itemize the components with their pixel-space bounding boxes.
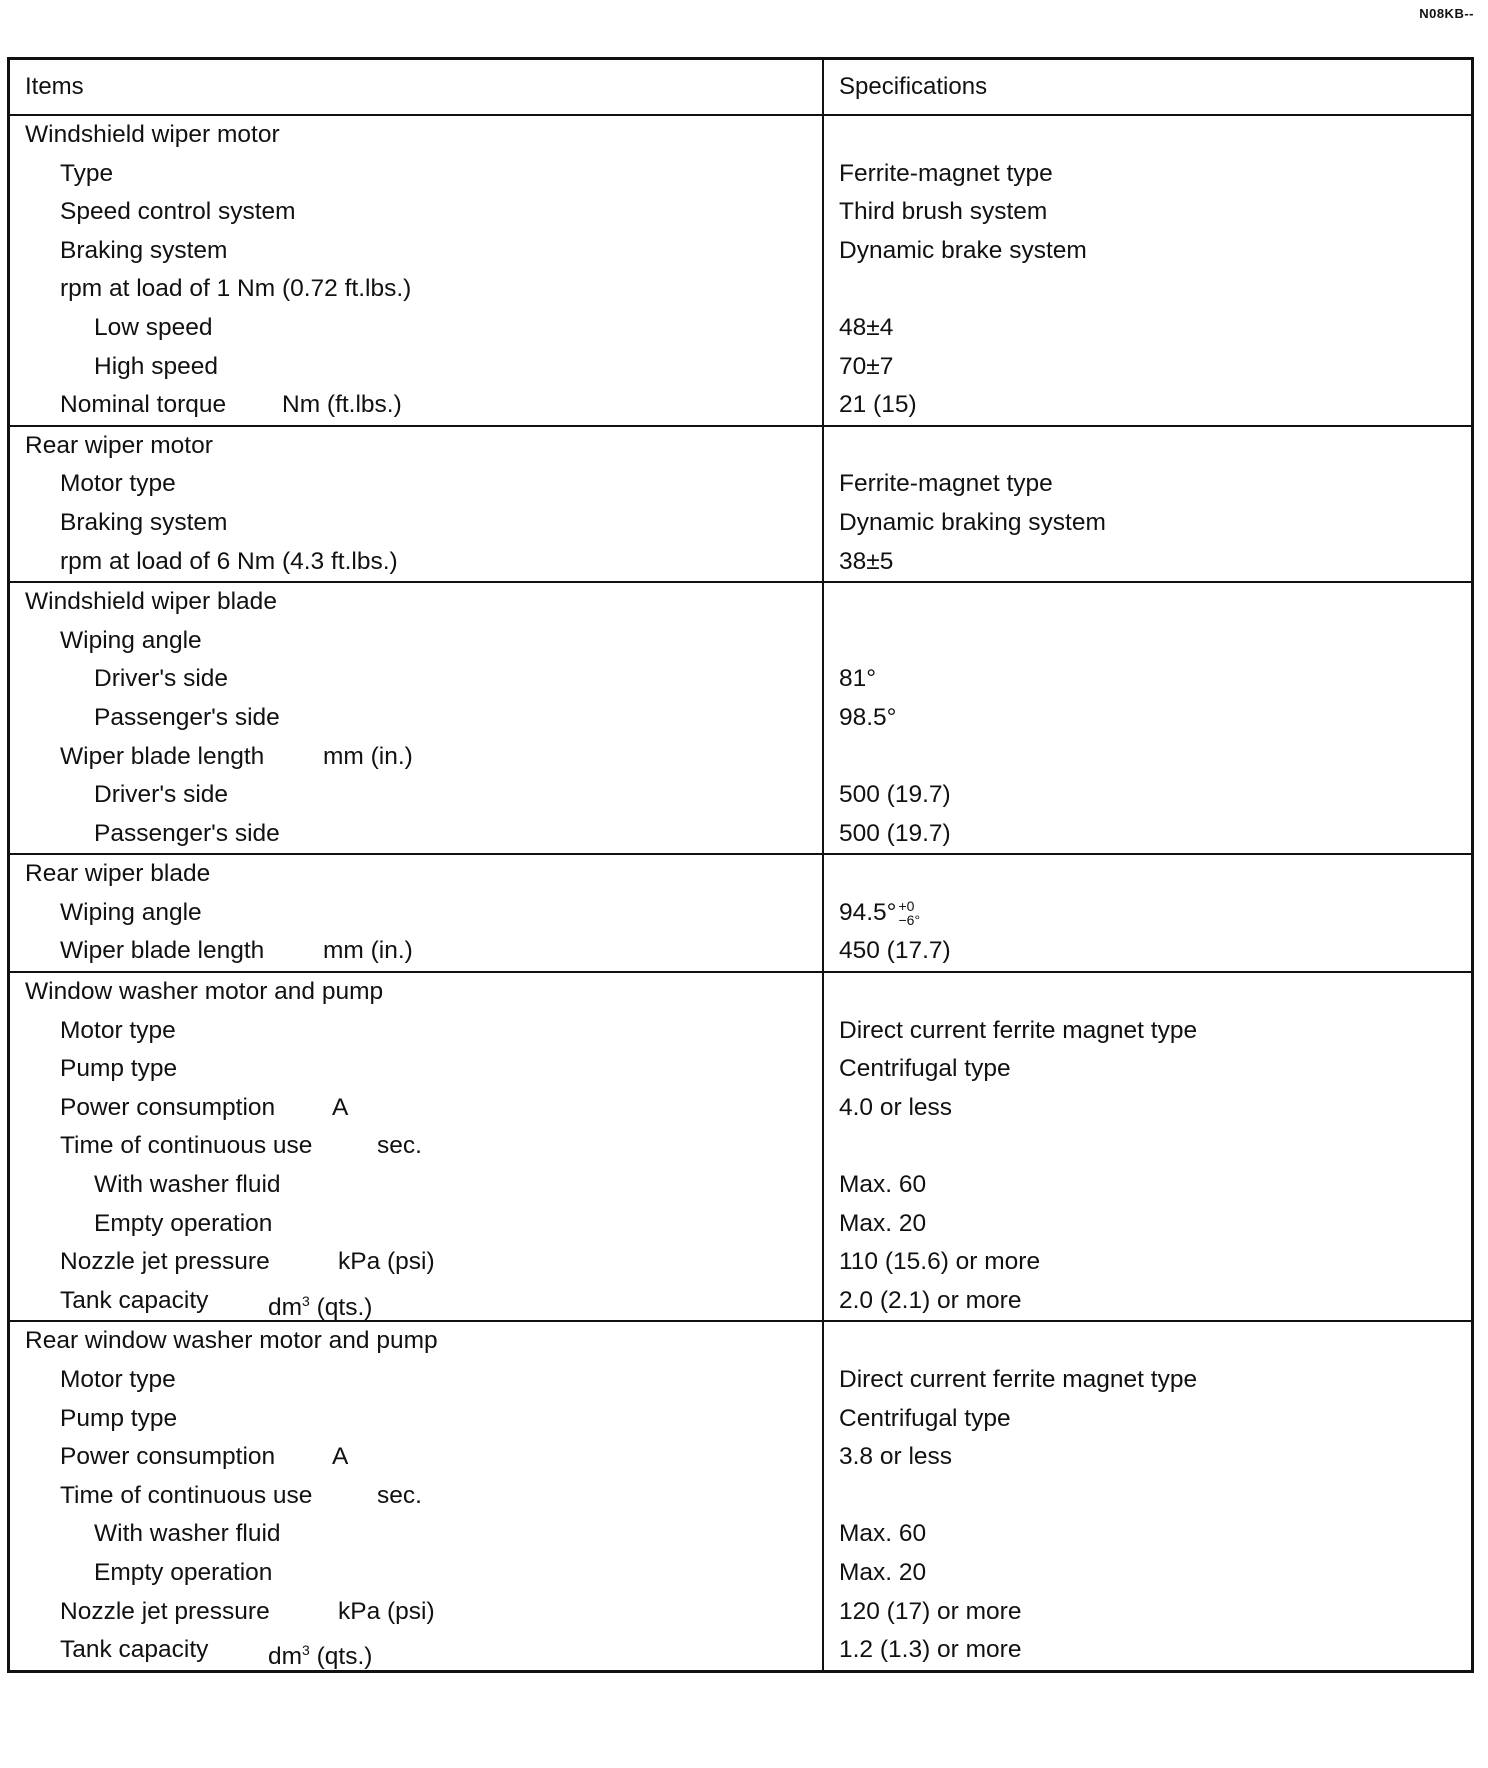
item-text: Time of continuous use (60, 1481, 313, 1509)
item-label (10, 543, 822, 582)
item-label (10, 1515, 822, 1554)
spec-value (824, 1361, 1471, 1400)
spec-value-text: Max. 60 (839, 1171, 927, 1199)
tolerance-minus: −6° (898, 912, 921, 929)
item-label (10, 1631, 822, 1670)
item-unit (282, 386, 402, 425)
item-label (10, 270, 822, 309)
unit-superscript: 3 (302, 1292, 310, 1309)
item-text: Nominal torque (60, 391, 227, 419)
specifications-cell (823, 582, 1473, 854)
item-label (10, 1166, 822, 1205)
spec-value-text: 70±7 (839, 352, 894, 380)
spec-value (824, 543, 1471, 582)
item-label (10, 699, 822, 738)
item-unit (323, 738, 413, 777)
spec-value-text: Third brush system (839, 198, 1048, 226)
spec-value (824, 386, 1471, 425)
item-text: Tank capacity (60, 1636, 209, 1664)
spec-value-text: Dynamic braking system (839, 508, 1106, 536)
item-text: Passenger's side (94, 703, 280, 731)
items-cell (9, 582, 824, 854)
items-cell (9, 972, 824, 1321)
item-text: Driver's side (94, 665, 229, 693)
item-label (10, 309, 822, 348)
item-text: Wiper blade length (60, 937, 265, 965)
spec-value (824, 1243, 1471, 1282)
spec-value (824, 1322, 1471, 1361)
specifications-cell (823, 115, 1473, 426)
spec-value-text: Max. 20 (839, 1558, 927, 1586)
item-text: Motor type (60, 470, 176, 498)
item-label (10, 1050, 822, 1089)
spec-value (824, 193, 1471, 232)
item-text: Time of continuous use (60, 1132, 313, 1160)
spec-value (824, 855, 1471, 894)
item-text: Pump type (60, 1055, 178, 1083)
items-cell (9, 115, 824, 426)
spec-value (824, 973, 1471, 1012)
item-text: Nozzle jet pressure (60, 1248, 270, 1276)
item-text: Passenger's side (94, 819, 280, 847)
tolerance (896, 898, 922, 928)
item-label (10, 116, 822, 155)
item-label (10, 738, 822, 777)
unit-text: kPa (psi) (338, 1248, 435, 1276)
items-column-header: Items (9, 59, 824, 116)
item-label (10, 348, 822, 387)
item-text: Motor type (60, 1366, 176, 1393)
specifications-table (7, 57, 1474, 1673)
item-text: Rear wiper blade (25, 860, 211, 888)
item-label (10, 1012, 822, 1051)
item-label (10, 815, 822, 854)
spec-value (824, 660, 1471, 699)
item-text: Driver's side (94, 781, 229, 809)
item-text: Low speed (94, 313, 213, 341)
spec-value-text: 120 (17) or more (839, 1597, 1022, 1625)
spec-value (824, 776, 1471, 815)
item-text: Window washer motor and pump (25, 978, 384, 1006)
unit-text: sec. (377, 1481, 422, 1509)
spec-value-text: 38±5 (839, 547, 894, 575)
spec-value-text: Max. 60 (839, 1520, 927, 1548)
spec-value (824, 116, 1471, 155)
spec-value (824, 1554, 1471, 1593)
item-label (10, 504, 822, 543)
unit-text: mm (in.) (323, 937, 413, 965)
spec-value (824, 1127, 1471, 1166)
spec-value (824, 504, 1471, 543)
item-label (10, 1322, 822, 1361)
unit-text: kPa (psi) (338, 1597, 435, 1625)
spec-value (824, 932, 1471, 971)
item-label (10, 427, 822, 466)
spec-value (824, 1593, 1471, 1632)
item-text: Wiping angle (60, 626, 202, 654)
spec-value (824, 1050, 1471, 1089)
spec-value (824, 427, 1471, 466)
item-label (10, 1593, 822, 1632)
item-label (10, 776, 822, 815)
section-row (9, 1321, 1473, 1671)
spec-value (824, 699, 1471, 738)
item-text: Rear wiper motor (25, 431, 213, 459)
spec-value (824, 738, 1471, 777)
spec-value (824, 1012, 1471, 1051)
specifications-column-header: Specifications (823, 59, 1473, 116)
item-label (10, 1361, 822, 1400)
specifications-cell (823, 426, 1473, 582)
item-label (10, 232, 822, 271)
spec-value (824, 155, 1471, 194)
spec-value-text: 500 (19.7) (839, 781, 951, 809)
item-label (10, 973, 822, 1012)
specifications-cell (823, 1321, 1473, 1671)
spec-value (824, 232, 1471, 271)
item-text: Speed control system (60, 198, 296, 226)
spec-value (824, 1477, 1471, 1516)
item-label (10, 1243, 822, 1282)
spec-value-text: 94.5° (839, 898, 897, 926)
item-text: Empty operation (94, 1209, 273, 1237)
item-label (10, 894, 822, 933)
unit-superscript: 3 (302, 1642, 310, 1659)
item-unit (338, 1593, 435, 1632)
unit-text: A (332, 1443, 349, 1471)
spec-value-text: 21 (15) (839, 391, 917, 419)
spec-value (824, 309, 1471, 348)
spec-value (824, 894, 1471, 933)
spec-value (824, 1438, 1471, 1477)
spec-value-text: 2.0 (2.1) or more (839, 1286, 1022, 1314)
spec-value-text: 1.2 (1.3) or more (839, 1636, 1022, 1664)
item-label (10, 1282, 822, 1321)
spec-value-text: Centrifugal type (839, 1404, 1011, 1432)
item-text: High speed (94, 352, 218, 380)
spec-value (824, 815, 1471, 854)
item-label (10, 1554, 822, 1593)
item-text: Power consumption (60, 1093, 276, 1121)
spec-value-text: Direct current ferrite magnet type (839, 1016, 1198, 1044)
item-label (10, 1400, 822, 1439)
spec-value-text: Direct current ferrite magnet type (839, 1366, 1198, 1393)
item-text: Tank capacity (60, 1286, 209, 1314)
item-text: Wiper blade length (60, 742, 265, 770)
item-label (10, 932, 822, 971)
item-text: Pump type (60, 1404, 178, 1432)
item-label (10, 155, 822, 194)
header-row (9, 59, 1473, 116)
item-text: Motor type (60, 1016, 176, 1044)
items-cell (9, 426, 824, 582)
spec-value-text: 3.8 or less (839, 1443, 953, 1471)
item-unit (323, 932, 413, 971)
spec-value (824, 465, 1471, 504)
spec-value (824, 583, 1471, 622)
spec-value-text: Ferrite-magnet type (839, 159, 1053, 187)
spec-value-text: 48±4 (839, 313, 894, 341)
item-unit (377, 1477, 422, 1516)
spec-value (824, 1515, 1471, 1554)
item-label (10, 1438, 822, 1477)
item-text: rpm at load of 1 Nm (0.72 ft.lbs.) (60, 275, 412, 303)
item-unit (268, 1631, 372, 1677)
item-text: Type (60, 159, 114, 187)
spec-value-text: Ferrite-magnet type (839, 470, 1053, 498)
document-code: N08KB-- (1419, 6, 1474, 21)
item-label (10, 660, 822, 699)
item-label (10, 1089, 822, 1128)
item-label (10, 1477, 822, 1516)
spec-value (824, 1166, 1471, 1205)
item-label (10, 1127, 822, 1166)
unit-text: mm (in.) (323, 742, 413, 770)
spec-value (824, 1400, 1471, 1439)
spec-value (824, 348, 1471, 387)
item-unit (332, 1089, 348, 1128)
item-text: Nozzle jet pressure (60, 1597, 270, 1625)
unit-text: dm (268, 1643, 303, 1671)
spec-value-text: Centrifugal type (839, 1055, 1011, 1083)
item-text: Braking system (60, 236, 228, 264)
item-text: rpm at load of 6 Nm (4.3 ft.lbs.) (60, 547, 398, 575)
item-unit (332, 1438, 348, 1477)
item-text: With washer fluid (94, 1520, 281, 1548)
spec-value (824, 1205, 1471, 1244)
section-row (9, 582, 1473, 854)
spec-value-text: 450 (17.7) (839, 937, 951, 965)
item-text: Rear window washer motor and pump (25, 1327, 438, 1355)
spec-value-text: 110 (15.6) or more (839, 1248, 1041, 1276)
unit-text: dm (268, 1293, 303, 1321)
spec-value (824, 1631, 1471, 1670)
spec-value-text: Max. 20 (839, 1209, 927, 1237)
spec-value-text: 4.0 or less (839, 1093, 953, 1121)
item-text: Wiping angle (60, 898, 202, 926)
specifications-cell (823, 972, 1473, 1321)
items-cell (9, 854, 824, 972)
spec-value (824, 1282, 1471, 1321)
item-label (10, 583, 822, 622)
item-text: Windshield wiper motor (25, 121, 280, 148)
section-row (9, 426, 1473, 582)
unit-text: sec. (377, 1132, 422, 1160)
section-row (9, 115, 1473, 426)
spec-value (824, 1089, 1471, 1128)
item-label (10, 855, 822, 894)
items-cell (9, 1321, 824, 1671)
unit-text: Nm (ft.lbs.) (282, 391, 402, 419)
item-unit (377, 1127, 422, 1166)
item-label (10, 465, 822, 504)
spec-value-text: Dynamic brake system (839, 236, 1087, 264)
spec-value (824, 622, 1471, 661)
item-label (10, 386, 822, 425)
item-text: Braking system (60, 508, 228, 536)
specifications-cell (823, 854, 1473, 972)
spec-value-text: 500 (19.7) (839, 819, 951, 847)
item-label (10, 622, 822, 661)
spec-value (824, 270, 1471, 309)
item-unit (338, 1243, 435, 1282)
unit-tail: (qts.) (309, 1643, 373, 1671)
item-text: Windshield wiper blade (25, 588, 277, 616)
item-text: Power consumption (60, 1443, 276, 1471)
unit-tail: (qts.) (309, 1293, 373, 1321)
item-unit (268, 1282, 372, 1328)
item-label (10, 1205, 822, 1244)
tolerance-plus: +0 (898, 898, 915, 915)
section-row (9, 972, 1473, 1321)
item-label (10, 193, 822, 232)
unit-text: A (332, 1093, 349, 1121)
spec-value-text: 81° (839, 665, 877, 693)
item-text: Empty operation (94, 1558, 273, 1586)
section-row (9, 854, 1473, 972)
item-text: With washer fluid (94, 1171, 281, 1199)
spec-value-text: 98.5° (839, 703, 897, 731)
